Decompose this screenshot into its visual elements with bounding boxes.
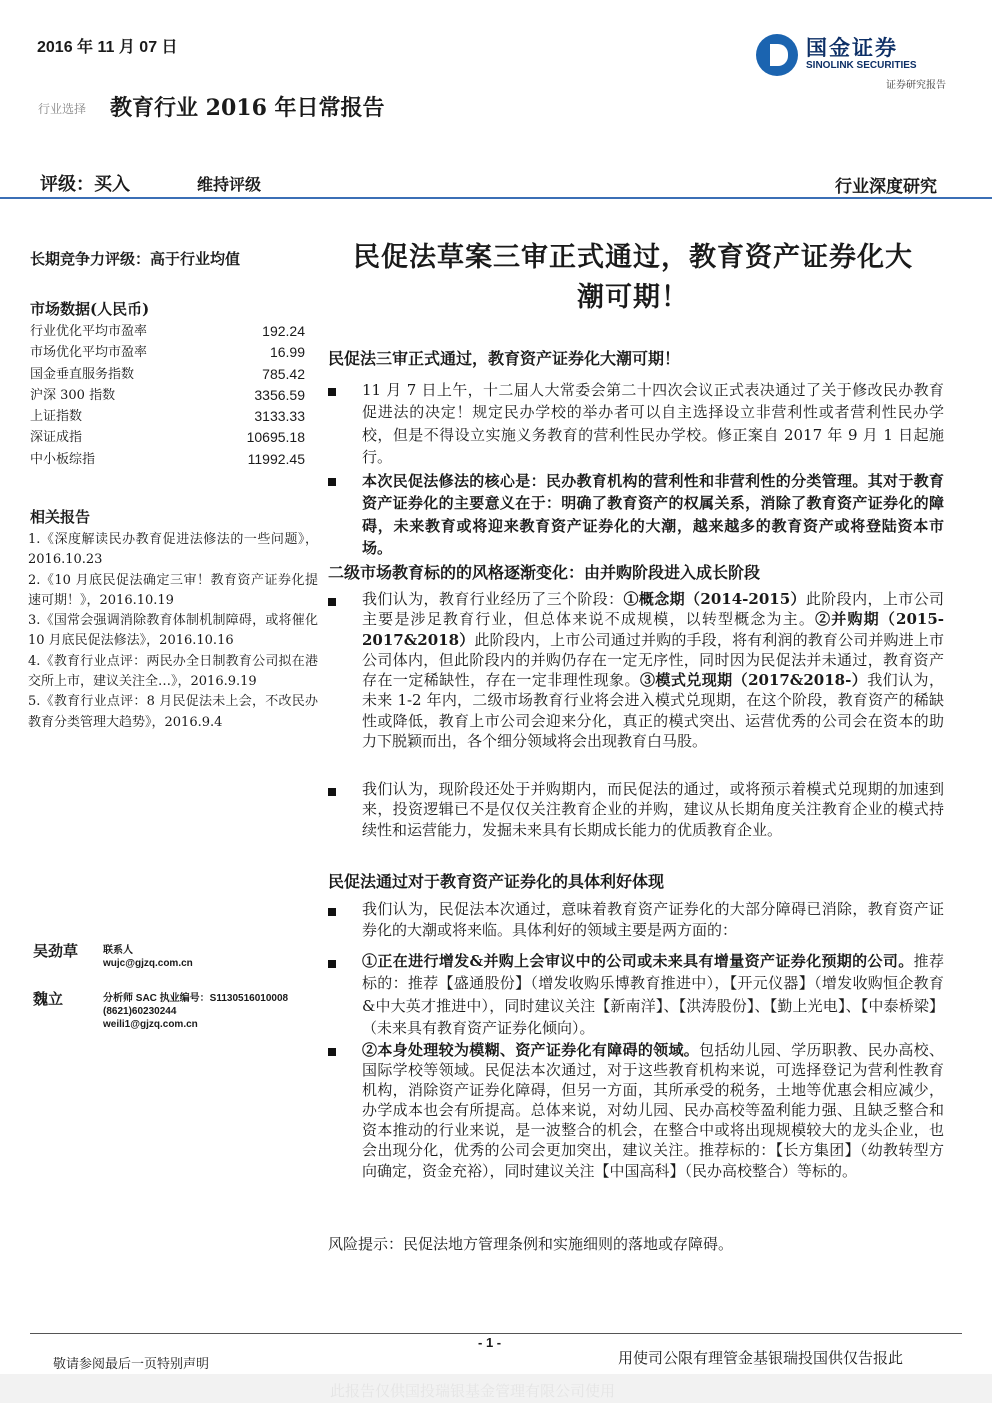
bullet-icon xyxy=(328,388,336,396)
report-title: 教育行业 2016 年日常报告 xyxy=(110,95,385,121)
analyst-email[interactable]: wujc@gjzq.com.cn xyxy=(103,958,193,969)
analyst-info xyxy=(103,944,193,970)
page-number: - 1 - xyxy=(478,1335,502,1350)
body-paragraph xyxy=(362,589,944,751)
sinolink-logo-icon xyxy=(756,34,798,76)
market-data-title: 市场数据(人民币) xyxy=(30,300,150,318)
section-heading: 民促法通过对于教育资产证券化的具体利好体现 xyxy=(328,872,665,891)
related-reports-list xyxy=(28,530,318,733)
market-value: 3356.59 xyxy=(254,386,305,403)
market-data-row xyxy=(30,406,305,427)
market-data-row xyxy=(30,342,305,363)
market-label: 沪深 300 指数 xyxy=(30,387,116,403)
market-label: 上证指数 xyxy=(30,409,83,425)
market-label: 中小板综指 xyxy=(30,451,96,467)
main-title-line: 潮可期！ xyxy=(577,282,689,313)
long-term-rating: 长期竞争力评级：高于行业均值 xyxy=(30,250,241,268)
body-paragraph: 我们认为，民促法本次通过，意味着教育资产证券化的大部分障碍已消除，教育资产证券化的大潮或将来临。具体利好的领域主要是两方面的： xyxy=(362,900,944,939)
text-run: 推荐标的：推荐【盛通股份】（增发收购乐博教育推进中），【开元仪器】（增发收购恒企教育&中大英才推进中），同时建议关注【新南洋】、【洪涛股份】、【勤上光电】、【中泰桥梁】（未来具有教育资产证券化倾向）。 xyxy=(362,952,944,1038)
section-heading: 二级市场教育标的的风格逐渐变化：由并购阶段进入成长阶段 xyxy=(328,563,761,582)
related-report-link[interactable]: 3.《国常会强调消除教育体制机制障碍，或将催化 10 月底民促法修法》，2016.10.16 xyxy=(28,613,318,649)
footer-disclaimer: 敬请参阅最后一页特别声明 xyxy=(53,1357,210,1372)
market-data-row xyxy=(30,427,305,448)
body-paragraph xyxy=(362,950,944,1040)
text-run: 我们认为，未来 1-2 年内，二级市场教育行业将会进入模式兑现期，在这个阶段，教育资产的稀缺性或降低，教育上市公司会迎来分化，真正的模式突出、运营优秀的公司会在资本的助力下脱颖而出，各个细分领域将会出现教育白马股。 xyxy=(362,671,944,751)
related-report-link[interactable]: 5.《教育行业点评：8 月民促法未上会，不改民办教育分类管理大趋势》，2016.9.4 xyxy=(28,694,318,730)
report-date: 2016 年 11 月 07 日 xyxy=(37,39,178,56)
market-data-row xyxy=(30,385,305,406)
market-value: 192.24 xyxy=(262,323,305,339)
market-value: 11992.45 xyxy=(247,450,305,467)
bullet-icon xyxy=(328,478,336,486)
text-run-bold: ①正在进行增发&并购上会审议中的公司或未来具有增量资产证券化预期的公司。 xyxy=(362,952,914,970)
rating-action: 维持评级 xyxy=(197,175,262,194)
bullet-icon xyxy=(328,960,336,968)
analyst-phone: (8621)60230244 xyxy=(103,1006,177,1017)
analyst-email[interactable]: weili1@gjzq.com.cn xyxy=(103,1019,198,1030)
header-divider xyxy=(0,197,992,199)
main-title-line: 民促法草案三审正式通过，教育资产证券化大 xyxy=(353,242,913,273)
market-value: 10695.18 xyxy=(246,429,305,446)
market-label: 深证成指 xyxy=(30,430,83,446)
market-data-row xyxy=(30,449,305,470)
bullet-icon xyxy=(328,598,336,606)
analyst-name: 吴劲草 xyxy=(33,942,79,960)
sector-label: 行业选择 xyxy=(38,102,87,116)
risk-warning: 风险提示：民促法地方管理条例和实施细则的落地或存障碍。 xyxy=(328,1235,734,1253)
company-logo xyxy=(756,32,946,94)
body-paragraph xyxy=(362,1040,944,1181)
analyst-name: 魏立 xyxy=(33,990,64,1008)
market-label: 行业优化平均市盈率 xyxy=(30,324,148,339)
text-run-bold: ②并购期（2015-2017&2018） xyxy=(362,610,944,649)
analyst-role: 分析师 SAC 执业编号：S1130516010008 xyxy=(103,993,289,1004)
market-value: 16.99 xyxy=(269,344,305,361)
report-type: 行业深度研究 xyxy=(835,177,937,197)
watermark-text: 此报告仅供国投瑞银基金管理有限公司使用 xyxy=(330,1382,616,1400)
section-heading: 民促法三审正式通过，教育资产证券化大潮可期！ xyxy=(328,349,681,368)
body-paragraph: 我们认为，现阶段还处于并购期内，而民促法的通过，或将预示着模式兑现期的加速到来，投资逻辑已不是仅仅关注教育企业的并购，建议从长期角度关注教育企业的模式持续性和运营能力，发掘未来具有长期成长能力的优质教育企业。 xyxy=(362,780,944,839)
market-label: 国金垂直服务指数 xyxy=(30,366,135,382)
bullet-icon xyxy=(328,1048,336,1056)
related-report-link[interactable]: 4.《教育行业点评：两民办全日制教育公司拟在港交所上市，建议关注全…》，2016.9.19 xyxy=(28,653,318,690)
text-run: 我们认为，教育行业经历了三个阶段： xyxy=(362,590,624,608)
analyst-info xyxy=(103,992,288,1031)
text-run-bold: ③模式兑现期（2017&2018-） xyxy=(639,671,868,690)
market-data-row xyxy=(30,364,305,385)
text-run: 此阶段内，上市公司通过并购的手段，将有利润的教育公司并购进上市公司体内，但此阶段内的并购仍存在一定无序性，同时因为民促法并未通过，教育资产存在一定稀缺性，存在一定非理性现象。 xyxy=(362,630,944,690)
body-paragraph-bold: 本次民促法修法的核心是：民办教育机构的营利性和非营利性的分类管理。其对于教育资产证券化的主要意义在于：明确了教育资产的权属关系，消除了教育资产证券化的障碍，未来教育或将迎来教育资产证券化的大潮，越来越多的教育资产或将登陆资本市场。 xyxy=(362,472,944,558)
body-paragraph: 11 月 7 日上午，十二届人大常委会第二十四次会议正式表决通过了关于修改民办教育促进法的决定！规定民办学校的举办者可以自主选择设立非营利性或者营利性民办学校，但是不得设立实施义务教育的营利性民办学校。修正案自 2017 年 9 月 1 日起施行。 xyxy=(362,381,944,467)
related-report-link[interactable]: 2.《10 月底民促法确定三审！教育资产证券化提速可期！》，2016.10.19 xyxy=(28,572,318,608)
related-report-link[interactable]: 1.《深度解读民办教育促进法修法的一些问题》，2016.10.23 xyxy=(28,532,318,568)
logo-en-text: SINOLINK SECURITIES xyxy=(806,60,917,71)
market-label: 市场优化平均市盈率 xyxy=(30,345,148,361)
bullet-icon xyxy=(328,908,336,916)
market-value: 3133.33 xyxy=(254,408,305,425)
related-reports-title: 相关报告 xyxy=(30,508,91,526)
footer-notice: 用使司公限有理管金基银瑞投国供仅告报此 xyxy=(618,1349,904,1367)
text-run: 此阶段内，上市公司主要是涉足教育行业，但总体来说不成规模，以转型概念为主。 xyxy=(362,590,944,629)
text-run-bold: ①概念期（2014-2015） xyxy=(623,590,806,608)
market-data-row xyxy=(30,321,305,342)
rating: 评级：买入 xyxy=(40,174,130,195)
market-value: 785.42 xyxy=(262,365,305,382)
text-run: 包括幼儿园、学历职教、民办高校、国际学校等领域。民促法本次通过，对于这些教育机构来说，可选择登记为营利性教育机构，消除资产证券化障碍，但另一方面，其所承受的税务，土地等优惠会相应减少，办学成本也会有所提高。总体来说，对幼儿园、民办高校等盈利能力强、且缺乏整合和资本推动的行业来说，是一波整合的机会，在整合中或将出现规模较大的龙头企业，也会出现分化，优秀的公司会更加突出，建议关注。推荐标的：【长方集团】（幼教转型方向确定，资金充裕），同时建议关注【中国高科】（民办高校整合）等标的。 xyxy=(362,1041,944,1180)
footer-divider xyxy=(30,1333,962,1334)
analyst-role: 联系人 xyxy=(103,945,133,956)
text-run-bold: ②本身处理较为模糊、资产证券化有障碍的领域。 xyxy=(362,1041,700,1059)
bullet-icon xyxy=(328,788,336,796)
logo-subtitle: 证券研究报告 xyxy=(886,80,946,91)
main-title xyxy=(328,238,938,318)
logo-cn-text: 国金证券 xyxy=(806,36,898,60)
market-data-table xyxy=(30,321,305,470)
